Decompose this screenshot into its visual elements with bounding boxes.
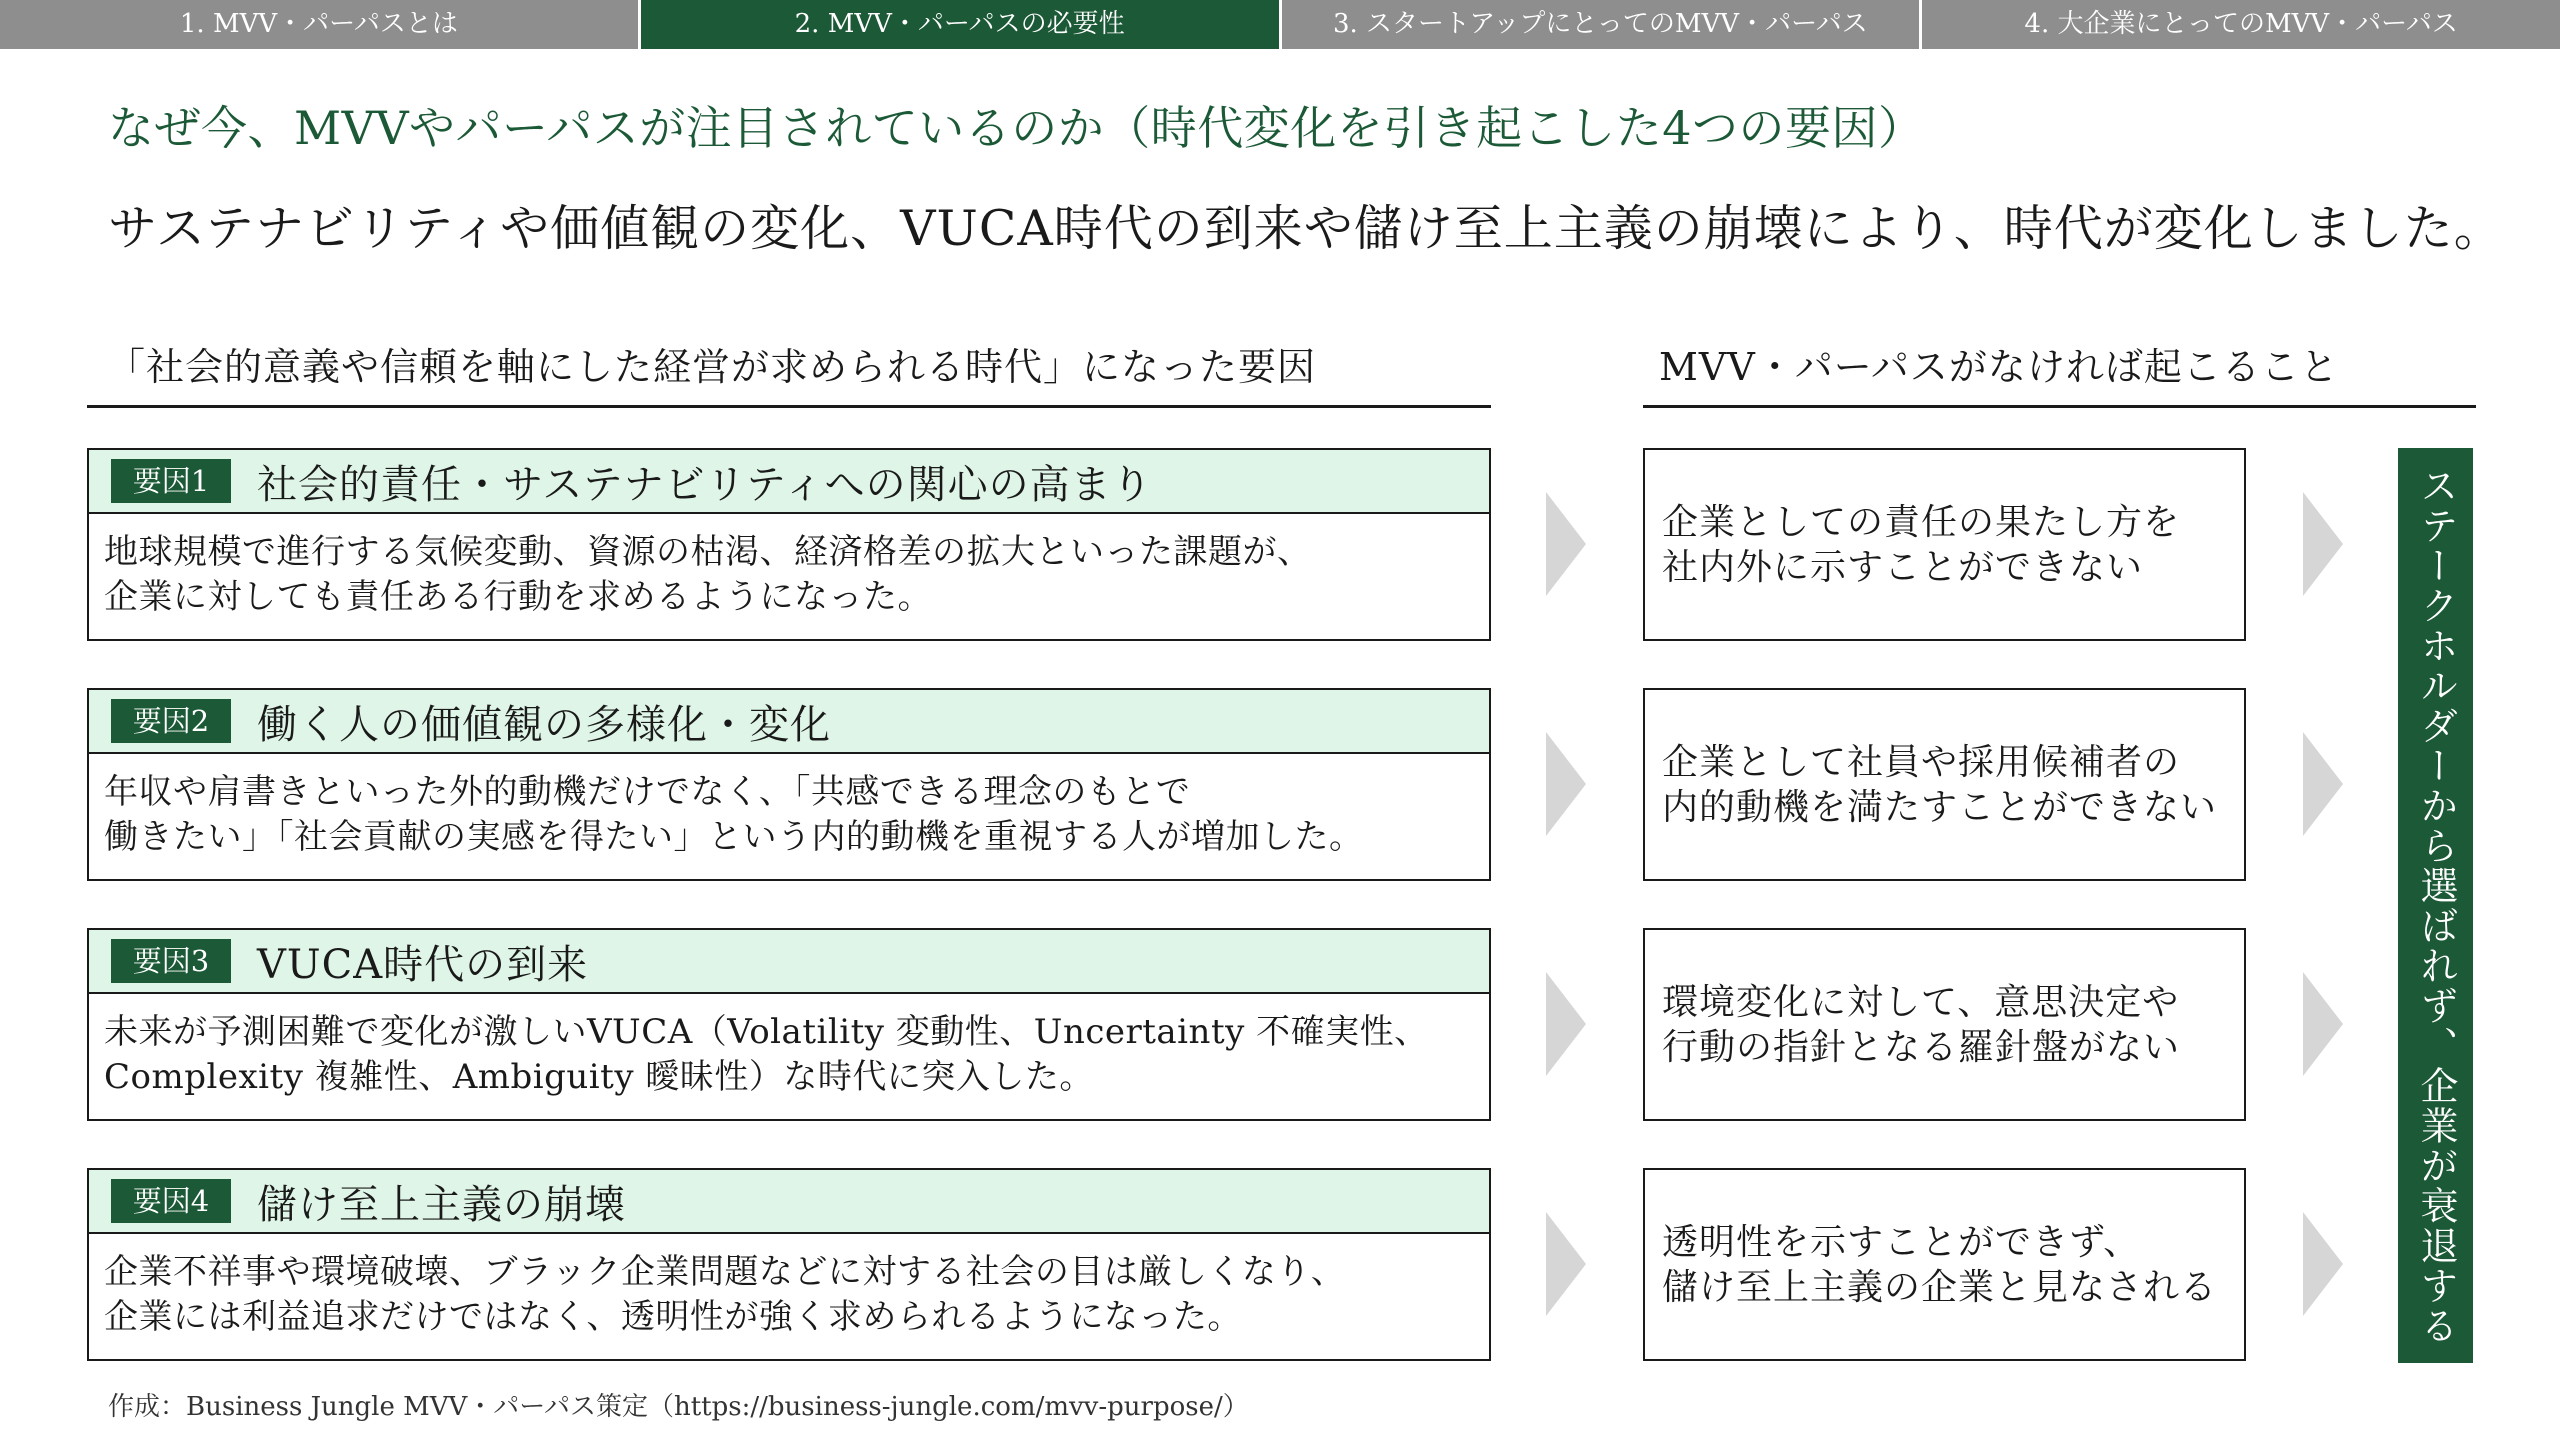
- factor-badge: 要因3: [111, 939, 231, 983]
- factor-badge: 要因4: [111, 1179, 231, 1223]
- factor-description: [89, 994, 1489, 1100]
- factor-description-line: 未来が予測困難で変化が激しいVUCA（Volatility 変動性、Uncertainty 不確実性、: [104, 1012, 1429, 1052]
- factor-description-line: 企業不祥事や環境破壊、ブラック企業問題などに対する社会の目は厳しくなり、: [104, 1252, 1346, 1292]
- factor-card-header: [89, 690, 1489, 754]
- consequence-line: 儲け至上主義の企業と見なされる: [1662, 1266, 2218, 1308]
- factor-description-line: 企業に対しても責任ある行動を求めるようになった。: [104, 577, 932, 617]
- factor-card-header: [89, 1170, 1489, 1234]
- page-title: なぜ今、MVVやパーパスが注目されているのか（時代変化を引き起こした4つの要因）: [108, 101, 1925, 155]
- factor-description-line: 働きたい」「社会貢献の実感を得たい」という内的動機を重視する人が増加した。: [104, 817, 1364, 857]
- factor-card-header: [89, 930, 1489, 994]
- factor-description: [89, 754, 1489, 860]
- arrow-right-icon: [2303, 492, 2343, 596]
- factors-section-header: 「社会的意義や信頼を軸にした経営が求められる時代」になった要因: [87, 336, 1491, 408]
- factor-card-1: [87, 448, 1491, 641]
- tab-mvv-purpose-definition[interactable]: 1. MVV・パーパスとは: [0, 0, 638, 49]
- arrow-right-icon: [2303, 972, 2343, 1076]
- factor-title: 社会的責任・サステナビリティへの関心の高まり: [257, 461, 1153, 508]
- conclusion-banner: ステークホルダーから選ばれず、企業が衰退する: [2398, 448, 2473, 1363]
- consequence-line: 企業として社員や採用候補者の: [1662, 741, 2181, 783]
- consequence-line: 環境変化に対して、意思決定や: [1662, 981, 2180, 1023]
- consequence-box-4: [1643, 1168, 2246, 1361]
- arrow-right-icon: [1546, 1212, 1586, 1316]
- factor-card-header: [89, 450, 1489, 514]
- factor-title: 儲け至上主義の崩壊: [257, 1181, 626, 1228]
- factor-title: VUCA時代の到来: [257, 941, 589, 988]
- tab-mvv-purpose-enterprises[interactable]: 4. 大企業にとってのMVV・パーパス: [1922, 0, 2560, 49]
- factor-description: [89, 514, 1489, 620]
- factor-card-2: [87, 688, 1491, 881]
- source-credit: 作成：Business Jungle MVV・パーパス策定（https://business-jungle.com/mvv-purpose/）: [108, 1392, 1249, 1422]
- arrow-right-icon: [1546, 492, 1586, 596]
- tab-mvv-purpose-necessity[interactable]: 2. MVV・パーパスの必要性: [641, 0, 1279, 49]
- arrow-right-icon: [2303, 1212, 2343, 1316]
- arrow-right-icon: [1546, 972, 1586, 1076]
- consequence-line: 企業としての責任の果たし方を: [1662, 501, 2181, 543]
- consequence-box-3: [1643, 928, 2246, 1121]
- factor-description: [89, 1234, 1489, 1340]
- factor-card-4: [87, 1168, 1491, 1361]
- consequences-section-header: MVV・パーパスがなければ起こること: [1643, 336, 2476, 408]
- factor-description-line: Complexity 複雑性、Ambiguity 曖昧性）な時代に突入した。: [104, 1057, 1094, 1097]
- consequence-line: 社内外に示すことができない: [1662, 546, 2144, 588]
- factor-title: 働く人の価値観の多様化・変化: [257, 701, 831, 748]
- factor-description-line: 地球規模で進行する気候変動、資源の枯渇、経済格差の拡大といった課題が、: [104, 532, 1312, 572]
- factor-badge: 要因1: [111, 459, 231, 503]
- consequence-line: 内的動機を満たすことができない: [1662, 786, 2218, 828]
- section-tabs: [0, 0, 2560, 49]
- consequence-box-2: [1643, 688, 2246, 881]
- factor-card-3: [87, 928, 1491, 1121]
- factor-description-line: 企業には利益追求だけではなく、透明性が強く求められるようになった。: [104, 1297, 1242, 1337]
- consequence-box-1: [1643, 448, 2246, 641]
- consequence-line: 透明性を示すことができず、: [1662, 1221, 2141, 1263]
- arrow-right-icon: [1546, 732, 1586, 836]
- factor-description-line: 年収や肩書きといった外的動機だけでなく、「共感できる理念のもとで: [104, 772, 1191, 812]
- consequence-line: 行動の指針となる羅針盤がない: [1662, 1026, 2181, 1068]
- page-subtitle: サステナビリティや価値観の変化、VUCA時代の到来や儲け至上主義の崩壊により、時代が変化しました。: [108, 200, 2504, 257]
- arrow-right-icon: [2303, 732, 2343, 836]
- tab-mvv-purpose-startups[interactable]: 3. スタートアップにとってのMVV・パーパス: [1282, 0, 1920, 49]
- factor-badge: 要因2: [111, 699, 231, 743]
